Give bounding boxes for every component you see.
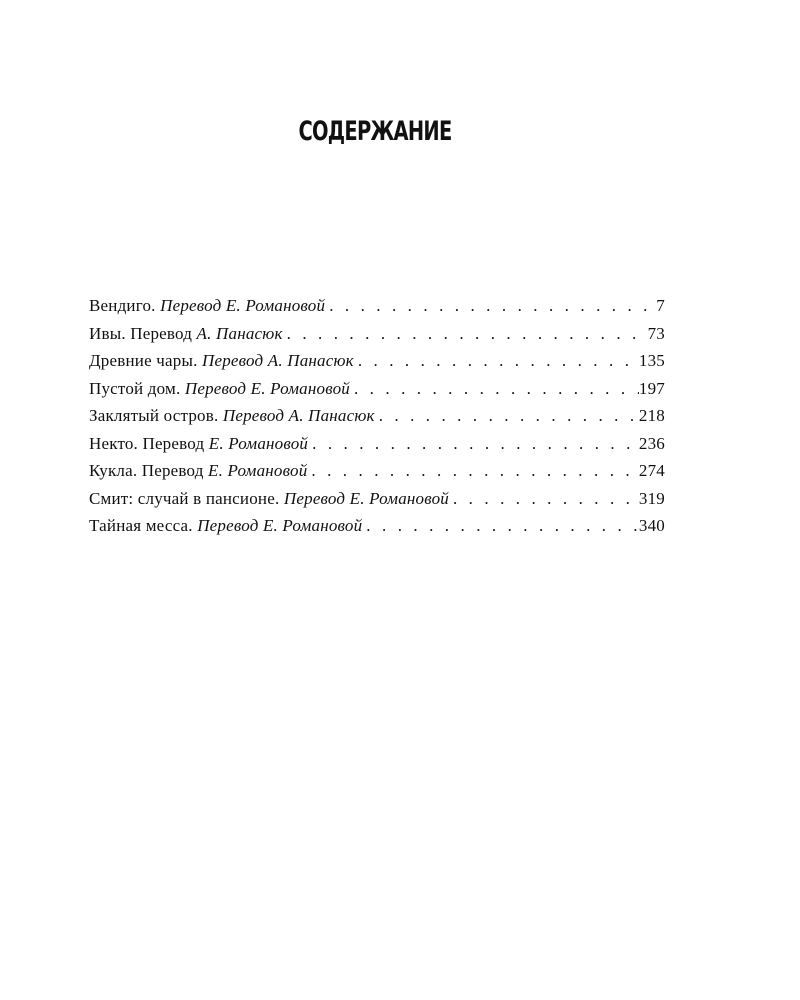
toc-entry-title: Кукла. Перевод [89, 461, 204, 480]
toc-entry-translator: Перевод А. Панасюк [222, 406, 375, 425]
page-title: СОДЕРЖАНИЕ [298, 116, 452, 147]
toc-entry-title: Тайная месса. [89, 516, 193, 535]
toc-entry-page: 135 [638, 351, 665, 370]
toc-entry-translator: Перевод Е. Романовой [283, 488, 449, 508]
toc-entry-page: 218 [638, 406, 665, 425]
toc-entry-page: 73 [647, 323, 665, 343]
toc-entry-page: 7 [656, 296, 665, 315]
dot-leader [307, 461, 638, 481]
dot-leader [350, 379, 639, 399]
toc-entry-translator: Перевод Е. Романовой [184, 378, 350, 398]
dot-leader [308, 434, 639, 454]
dot-leader [375, 406, 639, 426]
toc-entry[interactable] [89, 489, 665, 517]
dot-leader [362, 516, 639, 536]
toc-entry-title: Древние чары. [89, 351, 198, 370]
dot-leader [449, 489, 639, 509]
toc-entry[interactable] [89, 351, 665, 379]
toc-entry-translator: Перевод Е. Романовой [160, 296, 326, 315]
toc-entry-page: 236 [638, 433, 665, 453]
toc-entry-title: Смит: случай в пансионе. [89, 488, 280, 508]
dot-leader [325, 296, 656, 316]
toc-entry-translator: Е. Романовой [208, 433, 309, 453]
toc-entry-translator: Е. Романовой [208, 461, 308, 480]
toc-entry[interactable] [89, 296, 665, 324]
toc-entry[interactable] [89, 516, 665, 544]
toc-entry[interactable] [89, 461, 665, 489]
toc-entry[interactable] [89, 406, 665, 434]
toc-entry-title: Заклятый остров. [89, 406, 219, 425]
toc-entry[interactable] [89, 434, 665, 462]
toc-entry-translator: А. Панасюк [196, 323, 283, 343]
dot-leader [283, 324, 648, 344]
table-of-contents [89, 296, 665, 544]
toc-entry[interactable] [89, 379, 665, 407]
toc-entry-title: Пустой дом. [89, 378, 181, 398]
toc-entry-page: 197 [638, 378, 665, 398]
toc-entry-translator: Перевод Е. Романовой [197, 516, 363, 535]
toc-entry-page: 274 [638, 461, 665, 480]
toc-entry-title: Ивы. Перевод [89, 323, 193, 343]
toc-entry-title: Вендиго. [89, 296, 156, 315]
toc-entry-translator: Перевод А. Панасюк [201, 351, 354, 370]
toc-entry-page: 340 [638, 516, 665, 535]
toc-entry-title: Некто. Перевод [89, 433, 205, 453]
dot-leader [354, 351, 639, 371]
toc-entry-page: 319 [638, 488, 665, 508]
toc-entry[interactable] [89, 324, 665, 352]
